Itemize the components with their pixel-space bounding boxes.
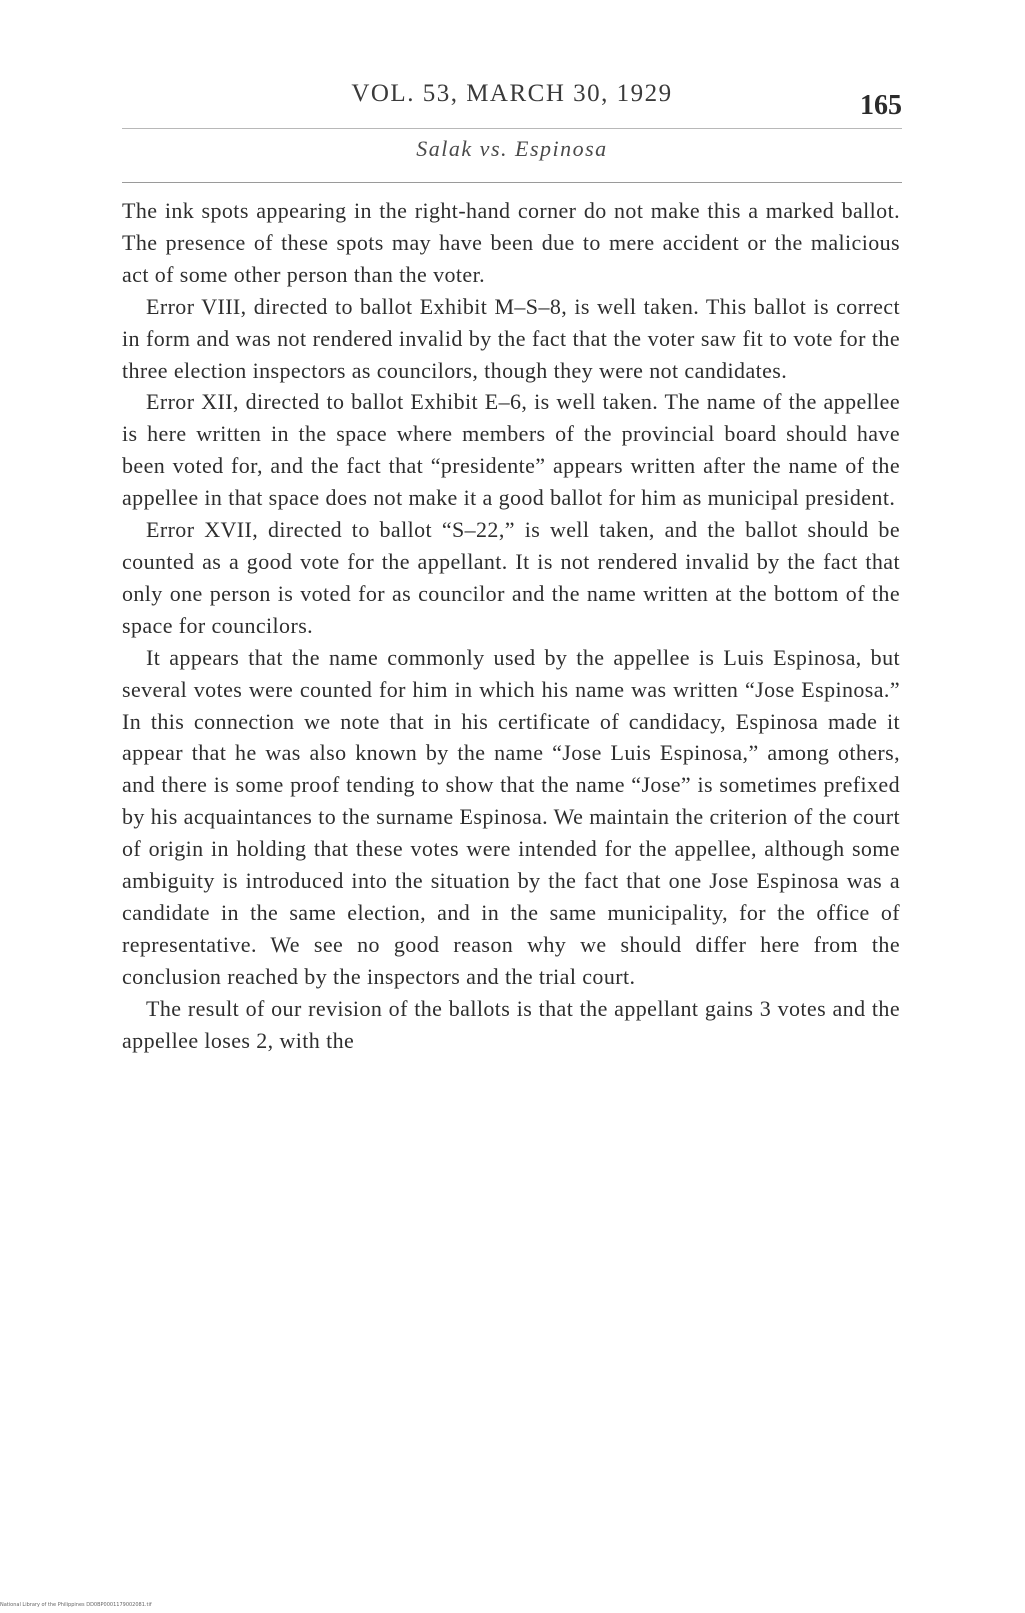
header-rule-top — [122, 128, 902, 129]
case-title: Salak vs. Espinosa — [416, 136, 608, 161]
page-number: 165 — [860, 90, 902, 121]
paragraph-error-viii: Error VIII, directed to ballot Exhibit M–S–8, is well taken. This ballot is correct in form and was not rendered invalid by the fact that the voter saw fit to vote for the three election inspectors as councilors, though they were not candidates. — [122, 293, 900, 383]
body-text — [122, 195, 900, 1056]
paragraph-result: The result of our revision of the ballots is that the appellant gains 3 votes and the appellee loses 2, with the — [122, 995, 900, 1053]
paragraph-error-xvii: Error XVII, directed to ballot “S–22,” is well taken, and the ballot should be counted as a good vote for the appellant. It is not rendered invalid by the fact that only one person is voted for as councilor and the name written at the bottom of the space for councilors. — [122, 517, 900, 638]
volume-date-heading: VOL. 53, MARCH 30, 1929 — [351, 80, 673, 107]
paragraph-ink-spots: The ink spots appearing in the right-hand corner do not make this a marked ballot. The presence of these spots may have been due to mere accident or the malicious act of some other person than the voter. — [122, 198, 900, 287]
running-head — [122, 80, 902, 120]
paragraph-error-xii: Error XII, directed to ballot Exhibit E–6, is well taken. The name of the appellee is here written in the space where members of the provincial board should have been voted for, and the fact that “presidente” appears written after the name of the appellee in that space does not make it a good ballot for him as municipal president. — [122, 389, 900, 511]
scan-footer-watermark: National Library of the Philippines DD0BP0001179002081.tif — [0, 1602, 152, 1608]
paragraph-jose-espinosa: It appears that the name commonly used by the appellee is Luis Espinosa, but several votes were counted for him in which his name was written “Jose Espinosa.” In this connection we note that in his certificate of candidacy, Espinosa made it appear that he was also known by the name “Jose Luis Espinosa,” among others, and there is some proof tending to show that the name “Jose” is sometimes prefixed by his acquaintances to the surname Espinosa. We maintain the criterion of the court of origin in holding that these votes were intended for the appellee, although some ambiguity is introduced into the situation by the fact that one Jose Espinosa was a candidate in the same election, and in the same municipality, for the office of representative. We see no good reason why we should differ here from the conclusion reached by the inspectors and the trial court. — [122, 644, 900, 989]
header-rule-bottom — [122, 182, 902, 183]
